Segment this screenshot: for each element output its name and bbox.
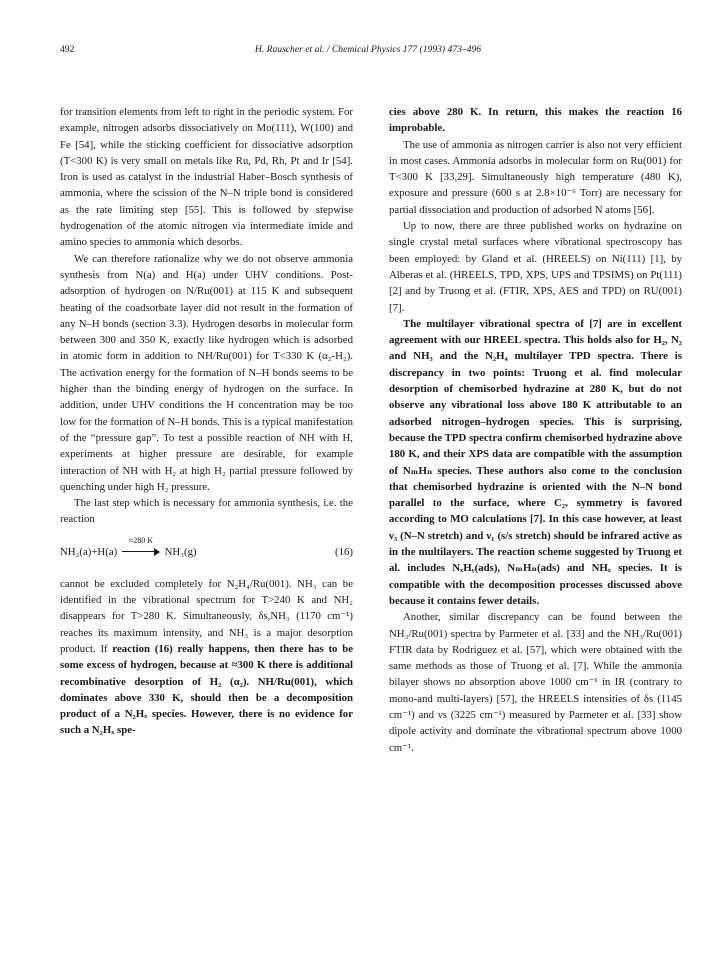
- paragraph-text-bold: reaction (16) really happens, then there has to be some excess of hydrogen, because at ≈300 K there is additional recombinative desorption of H₂ (α₂). NH/Ru(001), which dominates above 330 K, should then be a decomposition product of a N₂Hₓ species. However, there is no evidence for such a N₂Hₓ spe-: [60, 642, 354, 737]
- paragraph: for transition elements from left to right in the periodic system. For example, nitrogen adsorbs dissociatively on Mo(111), W(100) and Fe [54], while the sticking coefficient for dissociative adsorption (T<300 K) is very small on metals like Ru, Pd, Rh, Pt and Ir [54]. Iron is used as catalyst in the industrial Haber–Bosch synthesis of ammonia, where the scission of the N–N triple bond is considered as the rate limiting step [55]. This is followed by stepwise hydrogenation of the atomic nitrogen via intermediate imide and amino species to ammonia which desorbs.: [60, 106, 353, 249]
- paragraph-text: cannot be excluded completely for N₂H₄/Ru(001). NH₃ can be identified in the vibrational spectrum for T>240 K and NH₂ disappears for T>280 K. Simultaneously, δs,NH₃ (1170 cm⁻¹) reaches its maximum intensity, and NH₃ is a major desorption product. If: [60, 577, 353, 655]
- paragraph: The use of ammonia as nitrogen carrier is also not very efficient in most cases. Ammonia adsorbs in molecular form on Ru(001) for T<300 K [33,29]. Simultaneously high temperature (480 K), exposure and pressure (600 s at 2.8×10⁻⁶ Torr) are necessary for partial dissociation and production of adsorbed N atoms [56].: [389, 138, 682, 216]
- running-head: H. Rauscher et al. / Chemical Physics 177 (1993) 473–496: [254, 44, 482, 55]
- page-number: 492: [60, 44, 75, 55]
- equation-lhs: NH₂(a)+H(a): [60, 545, 118, 558]
- equation-expression: [60, 536, 197, 560]
- paragraph: Another, similar discrepancy can be found between the NH₃/Ru(001) spectra by Parmeter et al. [33] and the NH₃/Ru(001) FTIR data by Rodriguez et al. [57], which were obtained with the same methods as those of Truong et al. [7]. While the ammonia bilayer shows no absorption above 1000 cm⁻¹ in IR (contrary to mono-and multi-layers) [57], the HREELS intensities of δs (1145 cm⁻¹) and νs (3225 cm⁻¹) measured by Parmeter et al. [33] show dipole activity and dominate the vibrational spectrum above 1000 cm⁻¹.: [389, 611, 682, 754]
- arrow-label: ≈280 K: [128, 536, 153, 546]
- equation-rhs: NH₃(g): [164, 545, 197, 558]
- paragraph-text-bold: cies above 280 K. In return, this makes the reaction 16 improbable.: [389, 106, 682, 135]
- equation-number: (16): [335, 545, 353, 558]
- paragraph: [60, 576, 353, 739]
- paragraph-text-bold: The multilayer vibrational spectra of [7] are in excellent agreement with our HREEL spectra. This holds also for H₂, N₂ and NH₃ and the N₂H₄ multilayer TPD spectra. There is discrepancy in two points: Truong et al. find molecular desorption of chemisorbed hydrazine at 280 K, but do not observe any vibrational loss above 180 K attributable to an adsorbed nitrogen–hydrogen species. This is surprising, because the TPD spectra confirm chemisorbed hydrazine above 180 K, and their XPS data are compatible with the assumption of NₘHₙ species. These authors also come to the conclusion that chemisorbed hydrazine is oriented with the N–N bond parallel to the surface, where C₂ᵥ symmetry is favored according to MO calculations [7]. In this case however, at least ν₃ (N–N stretch) and ν₁ (s/s stretch) should be infrared active as in the multilayers. The reaction scheme suggested by Truong et al. includes NₓHᵧ(ads), NₘHₙ(ads) and NHₓ species. It is compatible with the decomposition processes discussed above because it contains fewer details.: [389, 317, 682, 607]
- page-header: [60, 44, 676, 60]
- equation-16: [60, 534, 353, 572]
- reaction-arrow-icon: [122, 536, 160, 557]
- left-column: [60, 104, 353, 739]
- paragraph: [389, 316, 682, 609]
- right-column: [389, 104, 682, 756]
- paragraph: The last step which is necessary for ammonia synthesis, i.e. the reaction: [60, 497, 353, 526]
- paragraph: Up to now, there are three published works on hydrazine on single crystal metal surfaces where vibrational spectroscopy has been employed: by Gland et al. (HREELS) on Ni(111) [1], by Alberas et al. (HREELS, TPD, XPS, UPS and TPSIMS) on Pt(111) [2] and by Truong et al. (FTIR, XPS, AES and TPD) on RU(001) [7].: [389, 220, 682, 314]
- paragraph: We can therefore rationalize why we do not observe ammonia synthesis from N(a) and H(a) under UHV conditions. Post-adsorption of hydrogen on N/Ru(001) at 115 K and subsequent heating of the coadsorbate layer did not result in the formation of any N–H bonds (section 3.3). Hydrogen desorbs in molecular form between 300 and 350 K, exactly like hydrogen which is adsorbed in atomic form in addition to NH/Ru(001) for T<330 K (α₂-H₂). The activation energy for the formation of N–H bonds seems to be higher than the binding energy of hydrogen on the surface. In addition, under UHV conditions the H concentration may be too low for the formation of N–H bonds. This is a typical manifestation of the “pressure gap”. To test a possible reaction of NH with H, experiments at higher pressure are desirable, for example interaction of NH with H₂ at high H₂ partial pressure followed by quenching under high H₂ pressure.: [60, 252, 353, 493]
- paragraph: [389, 104, 682, 137]
